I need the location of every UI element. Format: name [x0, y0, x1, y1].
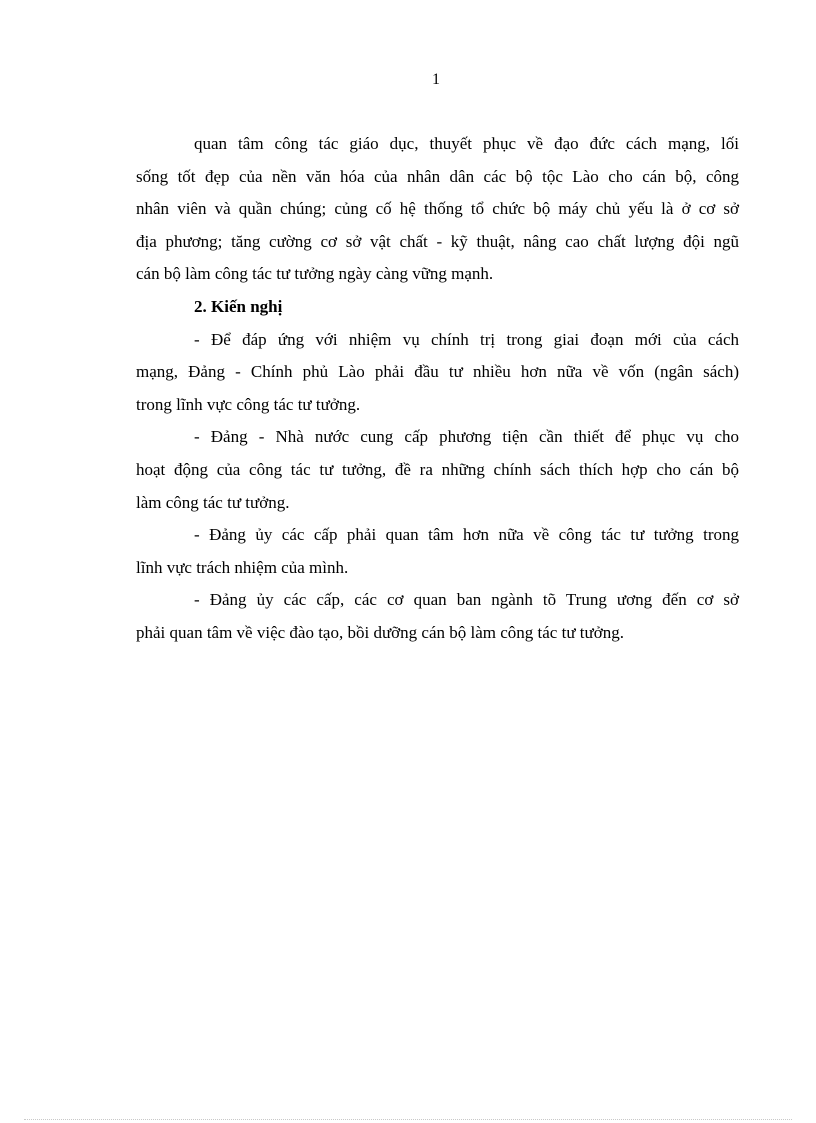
paragraph-line: quan tâm công tác giáo dục, thuyết phục về đạo đức cách mạng, lối — [194, 134, 739, 153]
page-number: 1 — [432, 71, 440, 88]
document-body — [136, 128, 739, 650]
paragraph-line: - Đảng ủy các cấp phải quan tâm hơn nữa về công tác tư tưởng trong — [194, 525, 739, 545]
paragraph-line: - Đảng ủy các cấp, các cơ quan ban ngành tõ Trung ương đến cơ sở — [194, 590, 739, 610]
section-heading: 2. Kiến nghị — [194, 296, 283, 316]
paragraph-line: địa phương; tăng cường cơ sở vật chất - kỹ thuật, nâng cao chất lượng đội ngũ — [136, 231, 739, 251]
paragraph-line: trong lĩnh vực công tác tư tưởng. — [136, 394, 361, 414]
paragraph-line: nhân viên và quần chúng; củng cố hệ thống tổ chức bộ máy chủ yếu là ở cơ sở — [136, 199, 739, 219]
paragraph-line: hoạt động của công tác tư tưởng, đề ra những chính sách thích hợp cho cán bộ — [136, 459, 739, 479]
paragraph-line: sống tốt đẹp của nền văn hóa của nhân dân các bộ tộc Lào cho cán bộ, công — [136, 166, 739, 186]
page-bottom-divider — [24, 1119, 792, 1120]
paragraph-line: cán bộ làm công tác tư tưởng ngày càng vững mạnh. — [136, 264, 494, 284]
paragraph-line: - Đảng - Nhà nước cung cấp phương tiện cần thiết để phục vụ cho — [194, 427, 739, 447]
paragraph-line: làm công tác tư tưởng. — [136, 492, 290, 512]
paragraph-line: - Để đáp ứng với nhiệm vụ chính trị trong giai đoạn mới của cách — [194, 329, 739, 349]
paragraph-line: lĩnh vực trách nhiệm của mình. — [136, 557, 349, 577]
paragraph-line: phải quan tâm về việc đào tạo, bồi dưỡng cán bộ làm công tác tư tưởng. — [136, 622, 624, 642]
paragraph-line: mạng, Đảng - Chính phủ Lào phải đầu tư nhiều hơn nữa về vốn (ngân sách) — [136, 362, 739, 382]
